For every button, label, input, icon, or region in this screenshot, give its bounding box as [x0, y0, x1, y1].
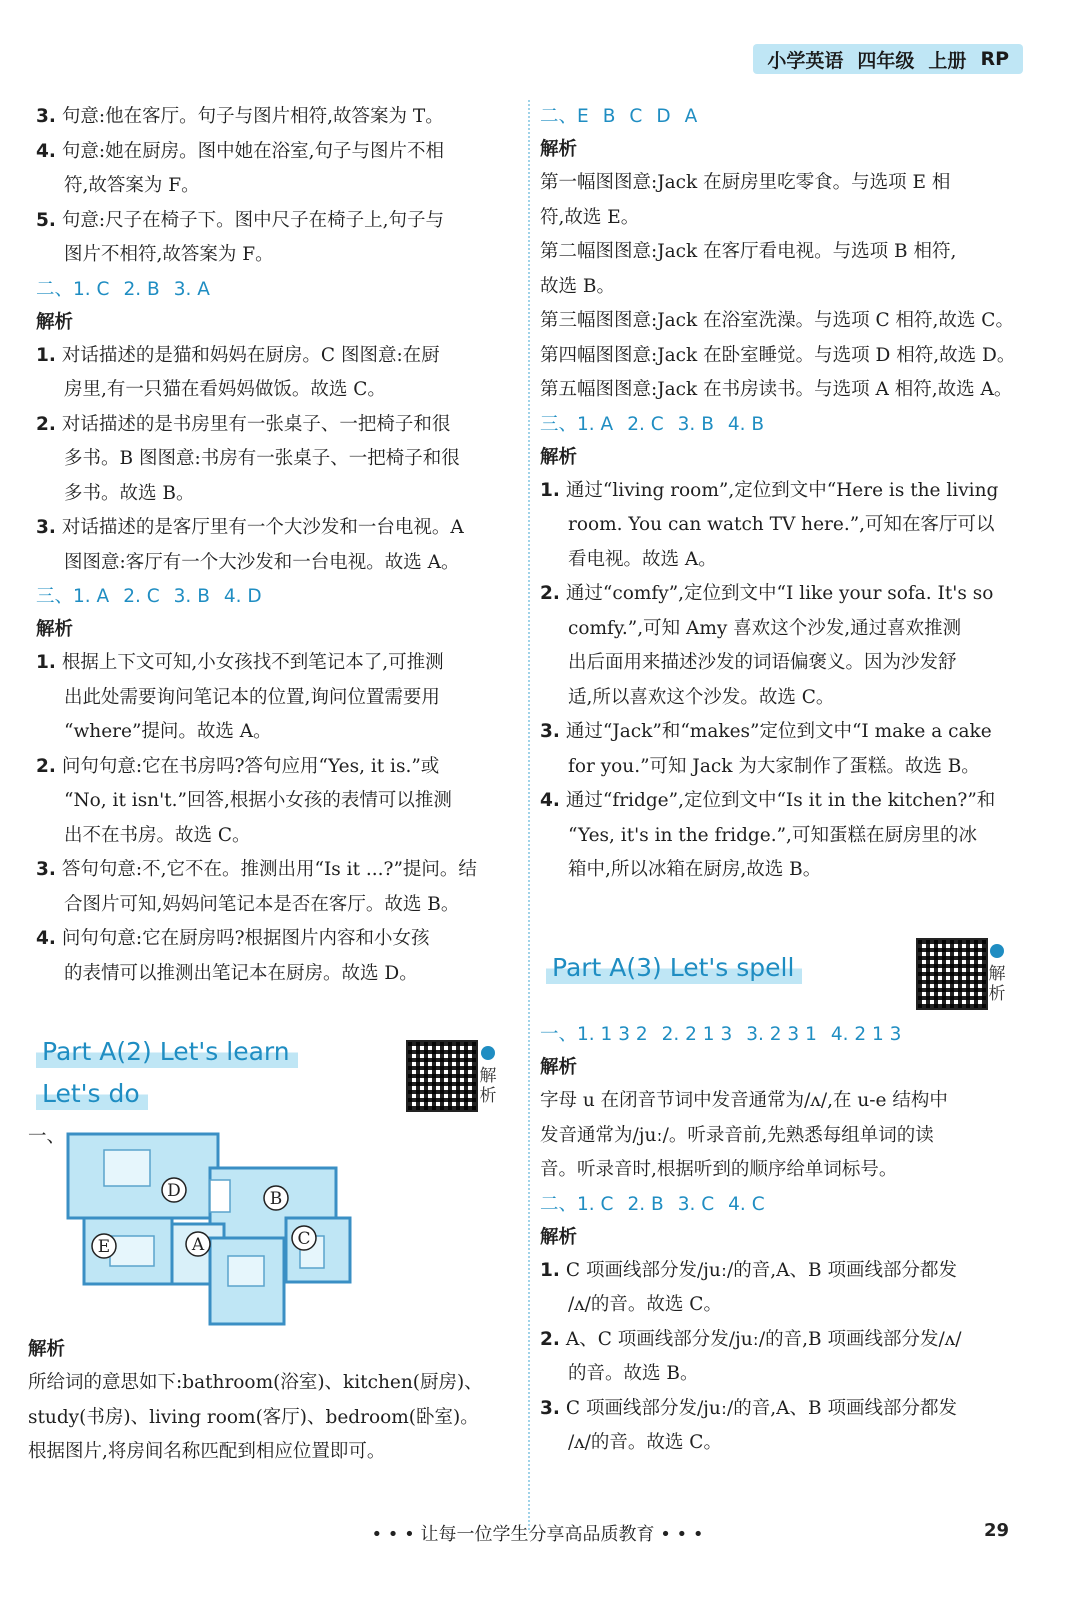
right-sec2-lines — [540, 166, 1030, 408]
left-jiexi2-line-1: 所给词的意思如下:bathroom(浴室)、kitchen(厨房)、 — [28, 1372, 483, 1393]
header-volume: 上册 — [928, 49, 967, 72]
right-sec2-line-2: 符,故选 E。 — [540, 206, 640, 228]
left-sec2-item-2-line-3: 多书。故选 B。 — [64, 482, 195, 504]
floor-label-d: D — [167, 1181, 181, 1201]
left-sec3-item-3-line-2: 合图片可知,妈妈问笔记本是否在客厅。故选 B。 — [64, 893, 460, 915]
right-sec3-answers: 三、1. A 2. C 3. B 4. B — [540, 413, 765, 435]
right-jiexi-line-1: 字母 u 在闭音节词中发音通常为/ʌ/,在 u-e 结构中 — [540, 1090, 948, 1111]
right-sec2-line-7: 第五幅图图意:Jack 在书房读书。与选项 A 相符,故选 A。 — [540, 379, 1013, 400]
right-jiexi-label: 解析 — [540, 139, 578, 160]
left-sec2-item-number: 1. — [36, 344, 56, 366]
play-icon-2 — [990, 944, 1004, 958]
left-sec2-item-2-line-1: 2. 对话描述的是书房里有一张桌子、一把椅子和很 — [36, 413, 451, 435]
right-sec2-line-4: 故选 B。 — [540, 275, 615, 297]
right-sec3-item-2-line-4: 适,所以喜欢这个沙发。故选 C。 — [568, 686, 835, 708]
play-icon — [481, 1046, 495, 1060]
right-sec2-line-6: 第四幅图图意:Jack 在卧室睡觉。与选项 D 相符,故选 D。 — [540, 344, 1016, 366]
right-sec3-item-number: 4. — [540, 790, 560, 811]
left-sec3-item-2-line-1: 2. 问句句意:它在书房吗?答句应用“Yes, it is.”或 — [36, 755, 440, 777]
right-sec3-item-2-line-1: 2. 通过“comfy”,定位到文中“I like your sofa. It's so — [540, 583, 994, 604]
right-sec2-answers: 二、E B C D A — [540, 106, 698, 127]
left-sec2-item-number: 3. — [36, 517, 56, 538]
right-sec2b-item-number: 2. — [540, 1328, 560, 1350]
left-top-item-number: 5. — [36, 209, 56, 231]
left-jiexi-label: 解析 — [36, 311, 74, 333]
left-jiexi-label-2: 解析 — [36, 619, 74, 640]
left-sec3-item-number: 2. — [36, 755, 56, 777]
left-sec2-item-number: 2. — [36, 413, 56, 435]
header-edition: RP — [980, 48, 1009, 70]
left-sec2-item-2-line-2: 多书。B 图图意:书房有一张桌子、一把椅子和很 — [64, 448, 460, 469]
right-sec2b-item-number: 1. — [540, 1259, 560, 1281]
qr-label: 解析 — [479, 1066, 497, 1106]
right-sec2-line-1: 第一幅图图意:Jack 在厨房里吃零食。与选项 E 相 — [540, 172, 951, 193]
part-a2-title-block — [36, 1034, 298, 1110]
right-sec2-line-3: 第二幅图图意:Jack 在客厅看电视。与选项 B 相符, — [540, 241, 957, 262]
left-sec3-item-2-line-3: 出不在书房。故选 C。 — [64, 824, 251, 846]
part-a3-title-block — [546, 950, 802, 984]
part-a3-title: Part A(3) Let's spell — [546, 950, 802, 984]
left-column — [36, 100, 518, 991]
right-sec2b-item-3-line-1: 3. C 项画线部分发/juː/的音,A、B 项画线部分都发 — [540, 1397, 958, 1419]
left-top-item-3-line-1: 5. 句意:尺子在椅子下。图中尺子在椅子上,句子与 — [36, 209, 445, 231]
left-top-item-number: 4. — [36, 140, 56, 162]
right-sec3-item-3-line-2: for you.”可知 Jack 为大家制作了蛋糕。故选 B。 — [568, 755, 980, 777]
right-sec3-item-number: 1. — [540, 479, 560, 501]
right-column — [540, 100, 1030, 888]
left-top-item-number: 3. — [36, 106, 56, 127]
right-sec3-item-4-line-2: “Yes, it's in the fridge.”,可知蛋糕在厨房里的冰 — [568, 824, 977, 846]
right-sec2b-item-number: 3. — [540, 1397, 560, 1419]
right-sec3-item-3-line-1: 3. 通过“Jack”和“makes”定位到文中“I make a cake — [540, 721, 992, 742]
left-sec3-item-number: 4. — [36, 928, 56, 949]
left-jiexi-label-3: 解析 — [28, 1339, 66, 1360]
left-sec3-item-1-line-2: 出此处需要询问笔记本的位置,询问位置需要用 — [64, 686, 440, 708]
left-sec3-item-4-line-2: 的表情可以推测出笔记本在厨房。故选 D。 — [64, 962, 418, 984]
right-jiexi-label-3: 解析 — [540, 1057, 578, 1078]
right-sec3-item-1-line-1: 1. 通过“living room”,定位到文中“Here is the living — [540, 479, 999, 501]
right-sec3-items — [540, 474, 1030, 888]
header-subject: 小学英语 — [767, 49, 844, 72]
right-jiexi-line-3: 音。听录音时,根据听到的顺序给单词标号。 — [540, 1159, 898, 1180]
right-sec3-item-1-line-2: room. You can watch TV here.”,可知在客厅可以 — [568, 514, 995, 535]
right-sec3-item-number: 2. — [540, 583, 560, 604]
right-sec2b-item-2-line-1: 2. A、C 项画线部分发/juː/的音,B 项画线部分发/ʌ/ — [540, 1328, 962, 1350]
left-sec3-item-4-line-1: 4. 问句句意:它在厨房吗?根据图片内容和小女孩 — [36, 928, 430, 949]
left-sec2-item-1-line-2: 房里,有一只猫在看妈妈做饭。故选 C。 — [64, 379, 386, 400]
right-bottom-block — [540, 1018, 1030, 1461]
left-sec2-answers: 二、1. C 2. B 3. A — [36, 278, 210, 300]
left-top-item-2-line-1: 4. 句意:她在厨房。图中她在浴室,句子与图片不相 — [36, 140, 445, 162]
qr-code-icon[interactable] — [406, 1040, 478, 1112]
qr-label-2: 解析 — [988, 964, 1006, 1004]
left-sec2-item-3-line-1: 3. 对话描述的是客厅里有一个大沙发和一台电视。A — [36, 517, 464, 538]
floor-plan-diagram — [60, 1128, 360, 1326]
right-sec2b-item-3-line-2: /ʌ/的音。故选 C。 — [568, 1432, 722, 1453]
left-sec3-answers: 三、1. A 2. C 3. B 4. D — [36, 586, 262, 607]
left-sec1-head: 一、 — [28, 1126, 66, 1147]
left-top-item-2-line-2: 符,故答案为 F。 — [64, 175, 200, 196]
lets-do-title: Let's do — [36, 1076, 148, 1110]
right-sec2b-answers: 二、1. C 2. B 3. C 4. C — [540, 1193, 765, 1215]
right-sec3-item-4-line-3: 箱中,所以冰箱在厨房,故选 B。 — [568, 859, 822, 880]
left-sec3-item-number: 1. — [36, 652, 56, 673]
right-sec2b-items — [540, 1254, 1030, 1461]
page-number: 29 — [983, 1520, 1009, 1541]
left-sec3-item-number: 3. — [36, 859, 56, 880]
floor-label-c: C — [297, 1229, 311, 1249]
footer-slogan: • • • 让每一位学生分享高品质教育 • • • — [371, 1524, 704, 1545]
qr-code-icon-2[interactable] — [916, 938, 988, 1010]
right-sec2b-item-1-line-2: /ʌ/的音。故选 C。 — [568, 1294, 722, 1315]
left-jiexi2-line-3: 根据图片,将房间名称匹配到相应位置即可。 — [28, 1441, 386, 1462]
header-badge — [753, 44, 1023, 74]
left-sec3-item-1-line-3: “where”提问。故选 A。 — [64, 721, 272, 742]
right-sec3-item-2-line-3: 出后面用来描述沙发的词语偏褒义。因为沙发舒 — [568, 652, 957, 673]
left-sec3-item-1-line-1: 1. 根据上下文可知,小女孩找不到笔记本了,可推测 — [36, 652, 444, 673]
left-top-item-3-line-2: 图片不相符,故答案为 F。 — [64, 244, 274, 265]
left-sec2-item-1-line-1: 1. 对话描述的是猫和妈妈在厨房。C 图图意:在厨 — [36, 344, 440, 366]
right-jiexi-label-4: 解析 — [540, 1226, 578, 1248]
left-bottom-block — [28, 1334, 518, 1470]
right-sec3-item-2-line-2: comfy.”,可知 Amy 喜欢这个沙发,通过喜欢推测 — [568, 617, 962, 639]
floor-label-e: E — [97, 1237, 111, 1257]
right-sec1-answers: 一、1. 1 3 2 2. 2 1 3 3. 2 3 1 4. 2 1 3 — [540, 1024, 902, 1045]
right-sec3-item-1-line-3: 看电视。故选 A。 — [568, 548, 717, 570]
right-sec3-item-number: 3. — [540, 721, 560, 742]
right-jiexi-line-2: 发音通常为/juː/。听录音前,先熟悉每组单词的读 — [540, 1124, 934, 1146]
left-jiexi2-line-2: study(书房)、living room(客厅)、bedroom(卧室)。 — [28, 1406, 479, 1428]
part-a2-title: Part A(2) Let's learn — [36, 1034, 298, 1068]
right-sec2-line-5: 第三幅图图意:Jack 在浴室洗澡。与选项 C 相符,故选 C。 — [540, 310, 1014, 331]
left-sec3-items — [36, 646, 518, 991]
right-jiexi-label-2: 解析 — [540, 446, 578, 468]
left-sec2-items — [36, 339, 518, 581]
floor-label-b: B — [269, 1189, 283, 1209]
left-sec3-item-2-line-2: “No, it isn't.”回答,根据小女孩的表情可以推测 — [64, 790, 452, 811]
right-sec2b-item-1-line-1: 1. C 项画线部分发/juː/的音,A、B 项画线部分都发 — [540, 1259, 958, 1281]
left-sec3-item-3-line-1: 3. 答句句意:不,它不在。推测出用“Is it ...?”提问。结 — [36, 859, 477, 880]
left-top-item-1-line-1: 3. 句意:他在客厅。句子与图片相符,故答案为 T。 — [36, 106, 444, 127]
right-sec2b-item-2-line-2: 的音。故选 B。 — [568, 1363, 699, 1384]
left-items-top — [36, 100, 518, 273]
floor-label-a: A — [191, 1235, 205, 1255]
column-divider — [528, 100, 530, 1530]
left-sec2-item-3-line-2: 图图意:客厅有一个大沙发和一台电视。故选 A。 — [64, 551, 460, 573]
header-grade: 四年级 — [857, 49, 915, 72]
right-sec3-item-4-line-1: 4. 通过“fridge”,定位到文中“Is it in the kitchen?”和 — [540, 790, 996, 811]
